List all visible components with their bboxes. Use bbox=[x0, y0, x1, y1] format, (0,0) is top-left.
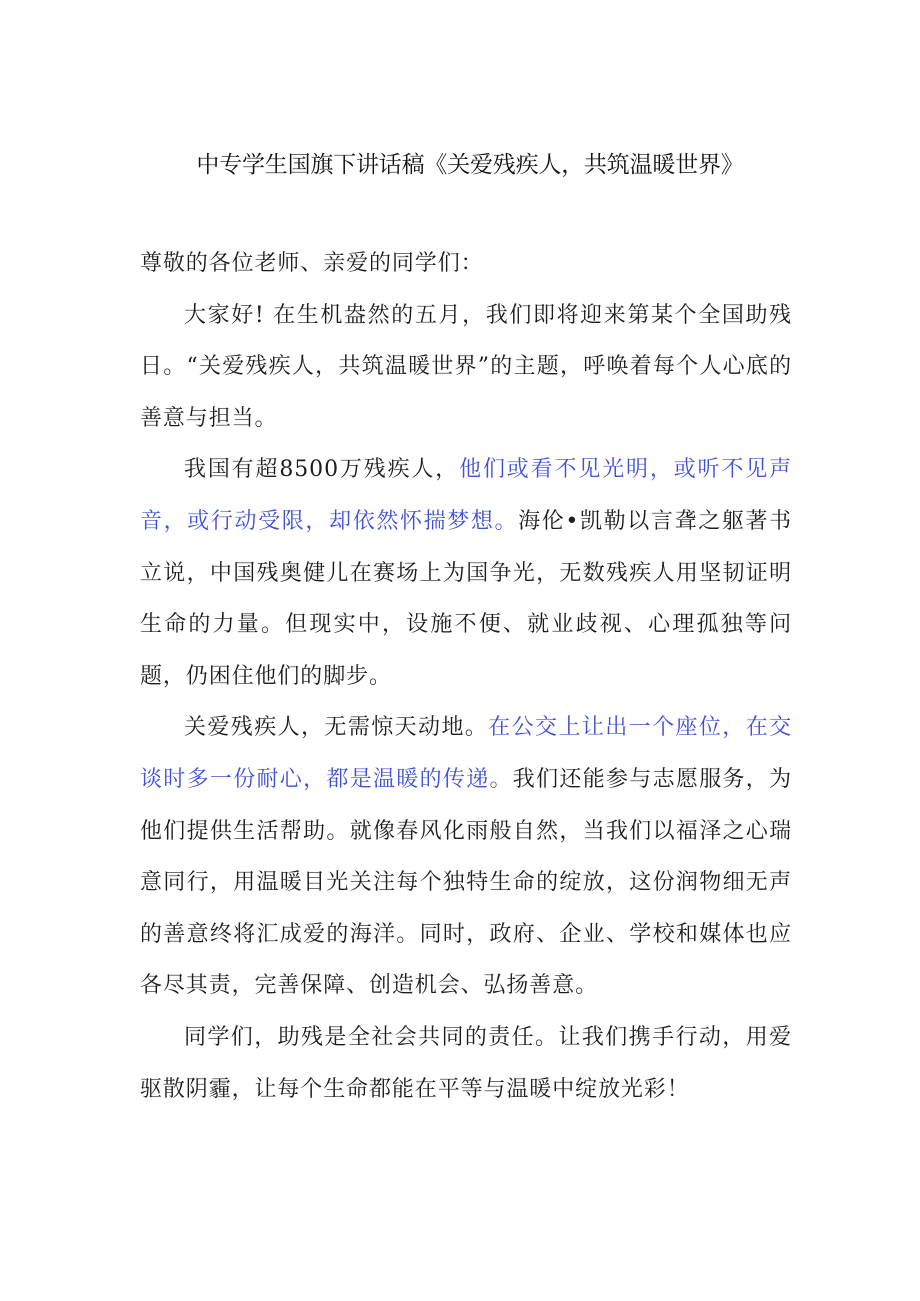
salutation: 尊敬的各位老师、亲爱的同学们： bbox=[140, 251, 484, 276]
paragraph-facts-highlight: 他们或看不见光明，或听不见声音，或行动受限，却依然怀揣梦想。 bbox=[140, 457, 792, 534]
paragraph-actions-text-1: 关爱残疾人，无需惊天动地。 bbox=[184, 715, 489, 741]
paragraph-facts bbox=[140, 444, 792, 702]
paragraph-actions-highlight: 在公交上让出一个座位，在交谈时多一份耐心，都是温暖的传递。 bbox=[140, 715, 792, 792]
paragraph-actions bbox=[140, 702, 792, 1012]
paragraph-actions-text-2: 我们还能参与志愿服务，为他们提供生活帮助。就像春风化雨般自然，当我们以福泽之心瑞意同行，用温暖目光关注每个独特生命的绽放，这份润物细无声的善意终将汇成爱的海洋。同时，政府、企业、学校和媒体也应各尽其责，完善保障、创造机会、弘扬善意。 bbox=[140, 766, 792, 999]
document-title: 中专学生国旗下讲话稿《关爱残疾人，共筑温暖世界》 bbox=[196, 152, 744, 178]
paragraph-facts-text-2: 海伦•凯勒以言聋之躯著书立说，中国残奥健儿在赛场上为国争光，无数残疾人用坚韧证明生命的力量。但现实中，设施不便、就业歧视、心理孤独等问题，仍困住他们的脚步。 bbox=[140, 508, 793, 689]
paragraph-greeting: 大家好! 在生机盎然的五月，我们即将迎来第某个全国助残日。“关爱残疾人，共筑温暖世界”的主题，呼唤着每个人心底的善意与担当。 bbox=[140, 302, 792, 431]
paragraph-closing: 同学们，助残是全社会共同的责任。让我们携手行动，用爱驱散阴霾，让每个生命都能在平等与温暖中绽放光彩！ bbox=[140, 1024, 792, 1102]
paragraph-facts-text-1: 我国有超8500万残疾人， bbox=[184, 457, 460, 483]
document-body bbox=[140, 238, 792, 1115]
